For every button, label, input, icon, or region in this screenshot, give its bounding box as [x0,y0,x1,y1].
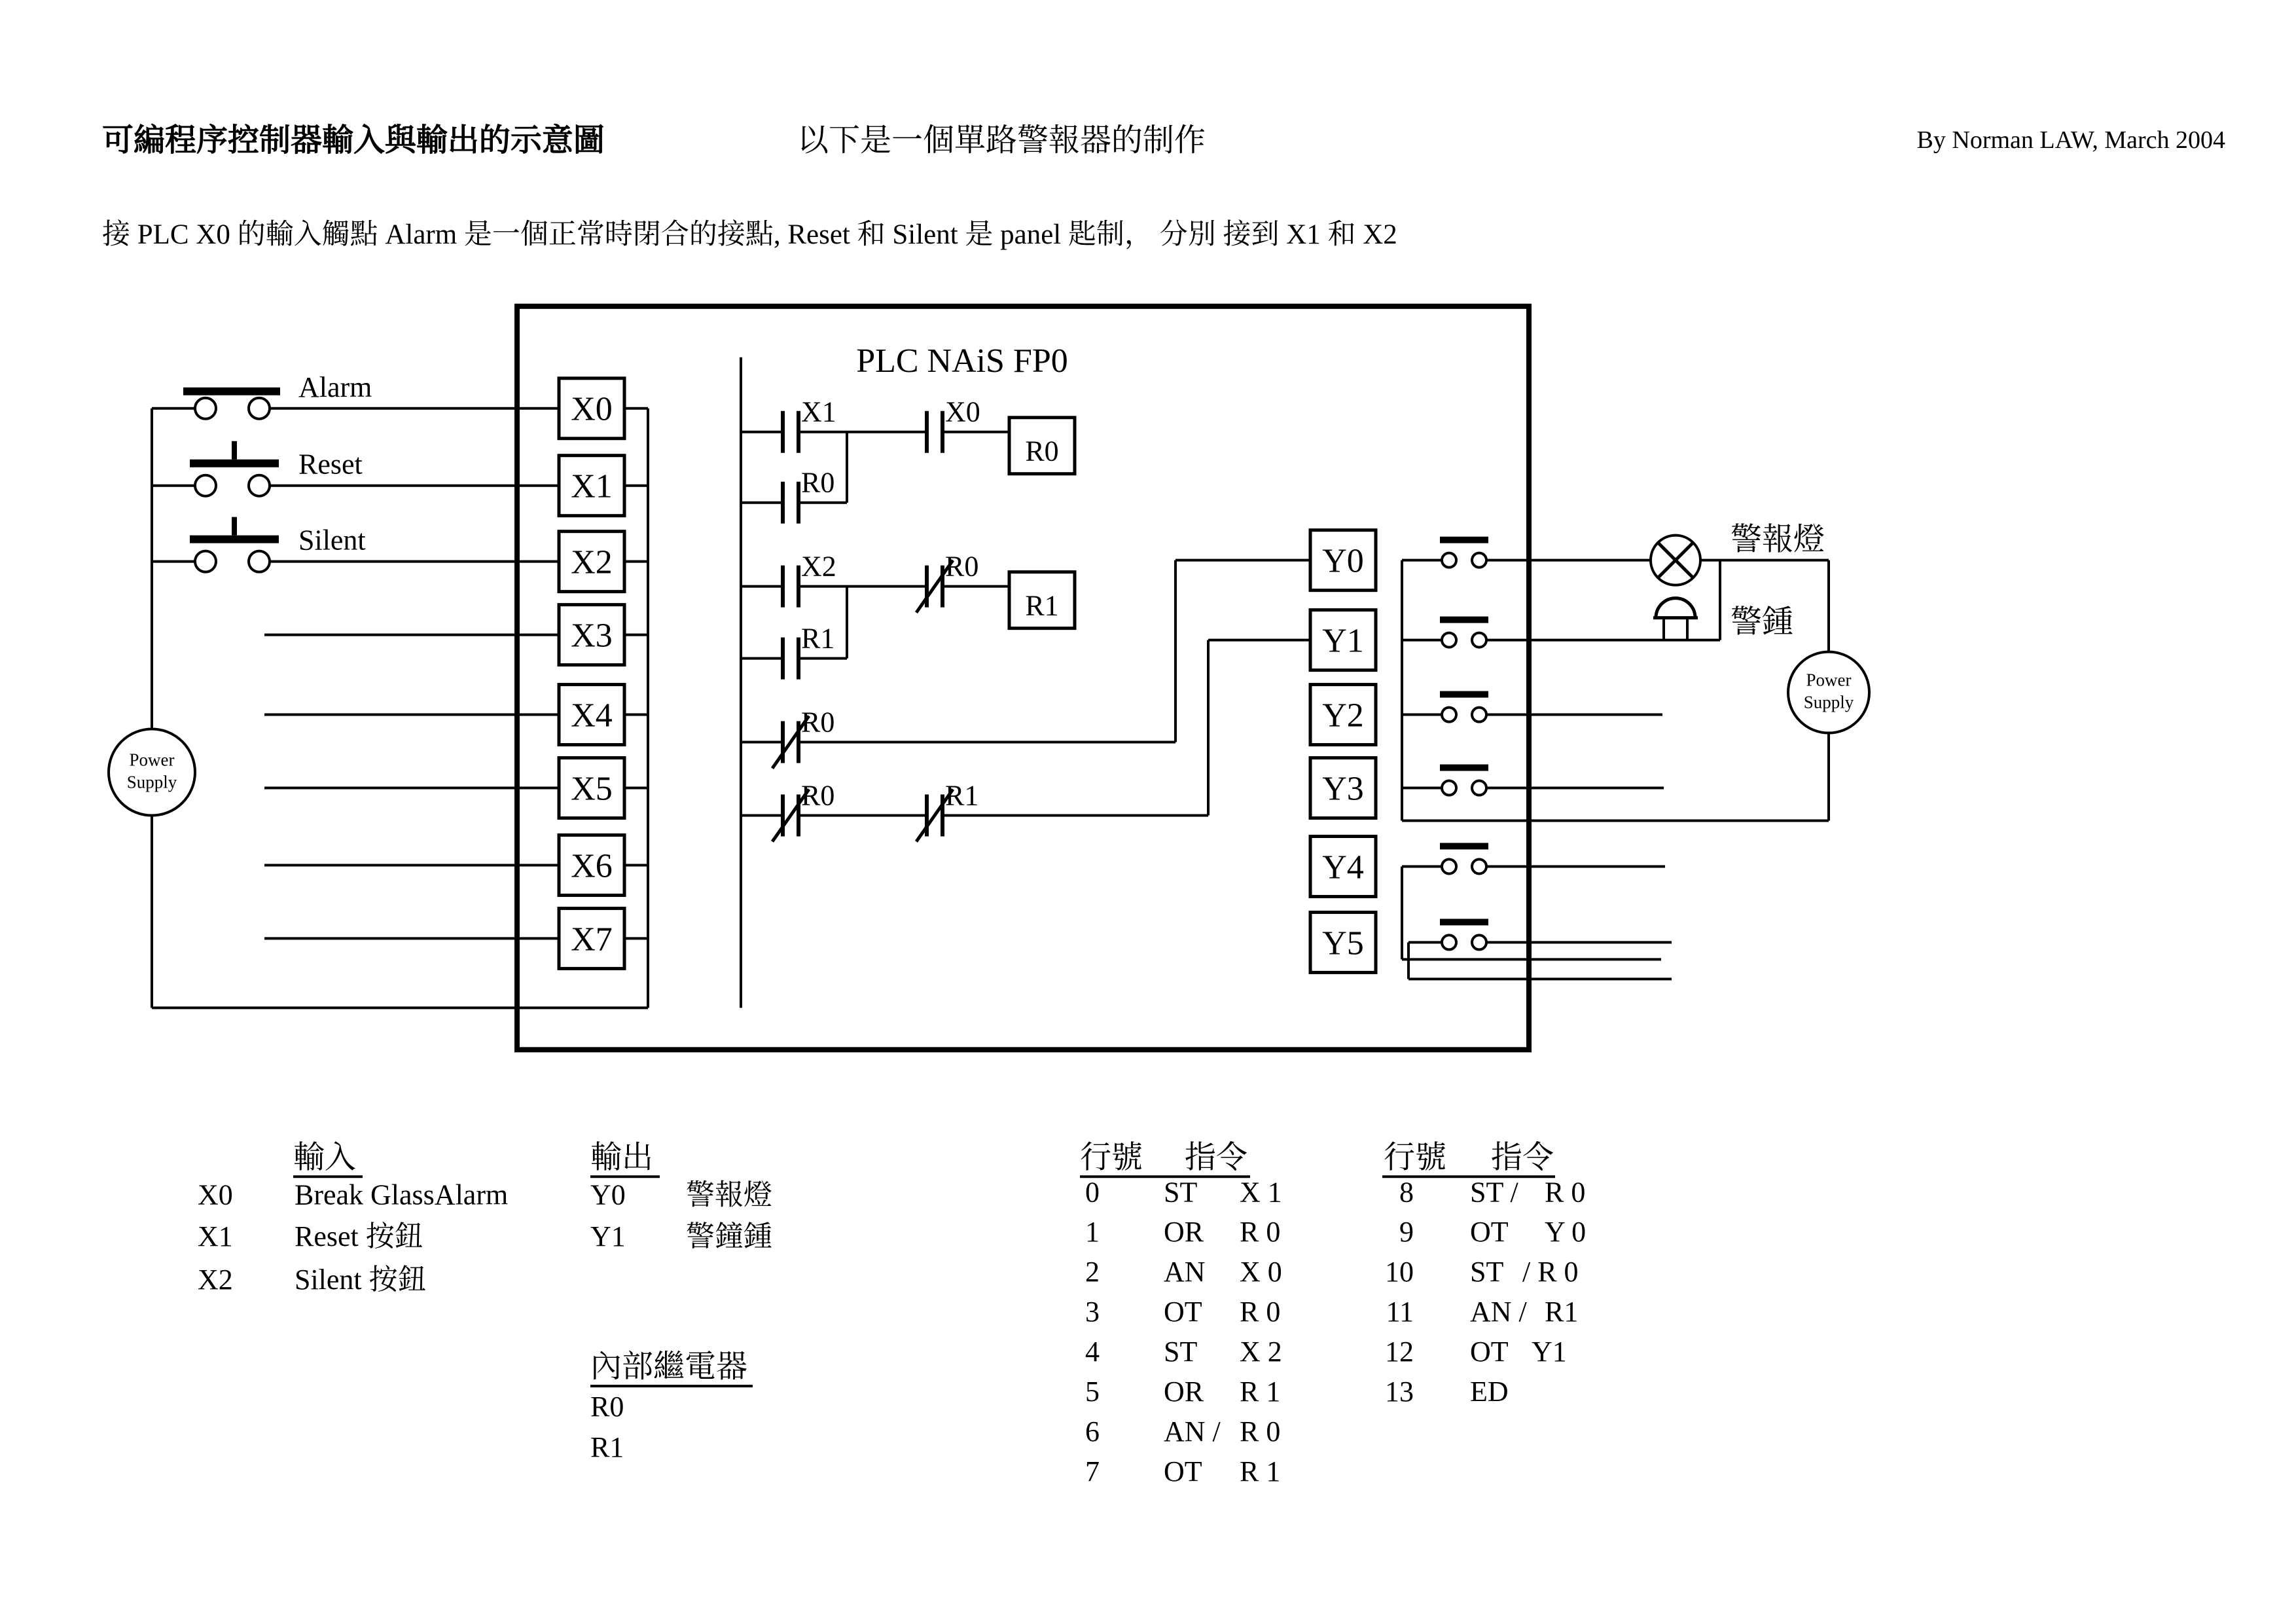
program-header-instr: 指令 [1184,1140,1247,1175]
legend-desc: Break GlassAlarm [295,1178,509,1211]
contact-label: X2 [801,550,836,583]
terminal-label: X6 [571,847,613,885]
legend-relays-header: 內部繼電器 [590,1349,747,1385]
legend-code: Y0 [590,1178,626,1211]
page-subtitle: 以下是一個單路警報器的制作 [797,122,1206,158]
power-supply-text: Power [129,750,175,770]
contact-label: X1 [801,395,836,428]
terminal-label: X7 [571,921,613,958]
legend-relay: R0 [590,1391,624,1423]
terminal-label: X0 [571,390,613,428]
power-supply-left [109,729,195,816]
program-no: 8 [1399,1176,1414,1209]
reset-pushbutton-icon [190,441,279,496]
legend-inputs-header: 輸入 [293,1140,356,1175]
terminal-label: Y1 [1322,622,1364,660]
program-verb: OT [1470,1216,1509,1249]
power-supply-text: Supply [126,772,177,792]
terminal-label: Y0 [1322,542,1364,580]
power-supply-text: Supply [1803,692,1854,712]
program-no: 2 [1085,1256,1100,1288]
switch-label-alarm: Alarm [298,371,372,403]
coil-label-r1: R1 [1025,589,1059,622]
output-terminal-boxes [1310,530,1376,973]
program-verb: ST / [1470,1176,1518,1209]
program-no: 9 [1399,1216,1414,1249]
alarm-switch-icon [183,388,280,419]
lamp-label: 警報燈 [1731,522,1825,557]
legend-outputs-header: 輸出 [590,1140,653,1175]
silent-pushbutton-icon [190,517,279,572]
program-arg: R 0 [1544,1176,1586,1209]
contact-label: R0 [801,779,835,812]
switch-label-reset: Reset [298,448,363,481]
program-verb: OR [1164,1376,1204,1408]
terminal-label: Y2 [1322,697,1364,735]
coil-label-r0: R0 [1025,435,1059,467]
program-no: 12 [1385,1336,1414,1368]
program-verb: AN / [1470,1296,1527,1328]
legend-desc: Reset 按鈕 [295,1220,423,1253]
legend-code: X0 [197,1178,233,1211]
plc-title: PLC NAiS FP0 [856,342,1068,380]
program-arg: R 1 [1239,1455,1281,1488]
switch-label-silent: Silent [298,524,366,556]
legend-desc: 警報燈 [685,1178,772,1211]
alarm-lamp-icon [1651,536,1700,585]
program-header-line: 行號 [1384,1140,1446,1175]
contact-label: R0 [944,550,979,583]
program-verb: ST [1164,1336,1198,1368]
output-relay-contacts [1440,537,1488,950]
contact-label: X0 [944,395,980,428]
legend-desc: 警鐘鍾 [685,1220,772,1253]
program-verb: AN [1164,1256,1206,1288]
program-header-instr: 指令 [1491,1140,1554,1175]
legend-code: X2 [197,1264,233,1296]
program-arg: R 0 [1239,1216,1281,1249]
program-arg: / R 0 [1522,1256,1579,1288]
program-arg: Y 0 [1544,1216,1587,1249]
legend-code: Y1 [590,1220,626,1253]
program-no: 11 [1386,1296,1414,1328]
page-title: 可編程序控制器輸入與輸出的示意圖 [101,122,605,158]
terminal-label: Y3 [1322,770,1364,808]
terminal-label: X3 [571,617,613,655]
program-verb: ST [1164,1176,1198,1209]
power-supply-right [1788,652,1869,733]
program-verb: OR [1164,1216,1204,1249]
program-verb: OT [1164,1455,1202,1488]
legend-relay: R1 [590,1431,624,1464]
program-no: 10 [1385,1256,1414,1288]
program-listing-left [1080,1140,1282,1487]
program-arg: R1 [1544,1296,1579,1328]
program-verb: OT [1470,1336,1509,1368]
terminal-label: X2 [571,543,613,581]
program-no: 0 [1085,1176,1100,1209]
bell-label: 警鍾 [1731,604,1793,640]
terminal-label: Y4 [1322,848,1364,886]
legend-relays [590,1349,753,1463]
terminal-label: X5 [571,770,613,808]
description-line: 接 PLC X0 的輸入觸點 Alarm 是一個正常時閉合的接點, Reset 和 Silent 是 panel 匙制， 分別 接到 X1 和 X2 [101,219,1397,250]
alarm-bell-icon [1653,598,1698,618]
program-arg: X 1 [1239,1176,1282,1209]
program-listing-right [1382,1140,1586,1408]
terminal-label: Y5 [1322,924,1364,962]
program-arg: R 0 [1239,1415,1281,1448]
program-verb: AN / [1164,1415,1221,1448]
program-no: 1 [1085,1216,1100,1249]
byline: By Norman LAW, March 2004 [1916,126,2225,154]
program-no: 3 [1085,1296,1100,1328]
legend-inputs [198,1140,508,1296]
contact-label: R1 [801,622,835,655]
contact-label: R0 [801,706,835,739]
legend-outputs [590,1140,772,1252]
program-arg: X 2 [1239,1336,1282,1368]
program-no: 13 [1385,1376,1414,1408]
program-arg: X 0 [1239,1256,1282,1288]
terminal-label: X1 [571,467,613,505]
legend-code: X1 [197,1220,233,1253]
program-verb: ED [1470,1376,1509,1408]
program-no: 5 [1085,1376,1100,1408]
program-arg: R 0 [1239,1296,1281,1328]
legend-desc: Silent 按鈕 [295,1264,427,1296]
program-arg: R 1 [1239,1376,1281,1408]
contact-label: R0 [801,466,835,499]
program-verb: ST [1470,1256,1504,1288]
program-verb: OT [1164,1296,1202,1328]
input-terminal-boxes [559,378,624,969]
power-supply-text: Power [1806,670,1852,690]
program-no: 6 [1085,1415,1100,1448]
program-no: 7 [1085,1455,1100,1488]
terminal-label: X4 [571,697,613,735]
program-no: 4 [1085,1336,1100,1368]
contact-label: R1 [944,779,979,812]
program-arg: Y1 [1532,1336,1567,1368]
program-header-line: 行號 [1079,1140,1143,1175]
